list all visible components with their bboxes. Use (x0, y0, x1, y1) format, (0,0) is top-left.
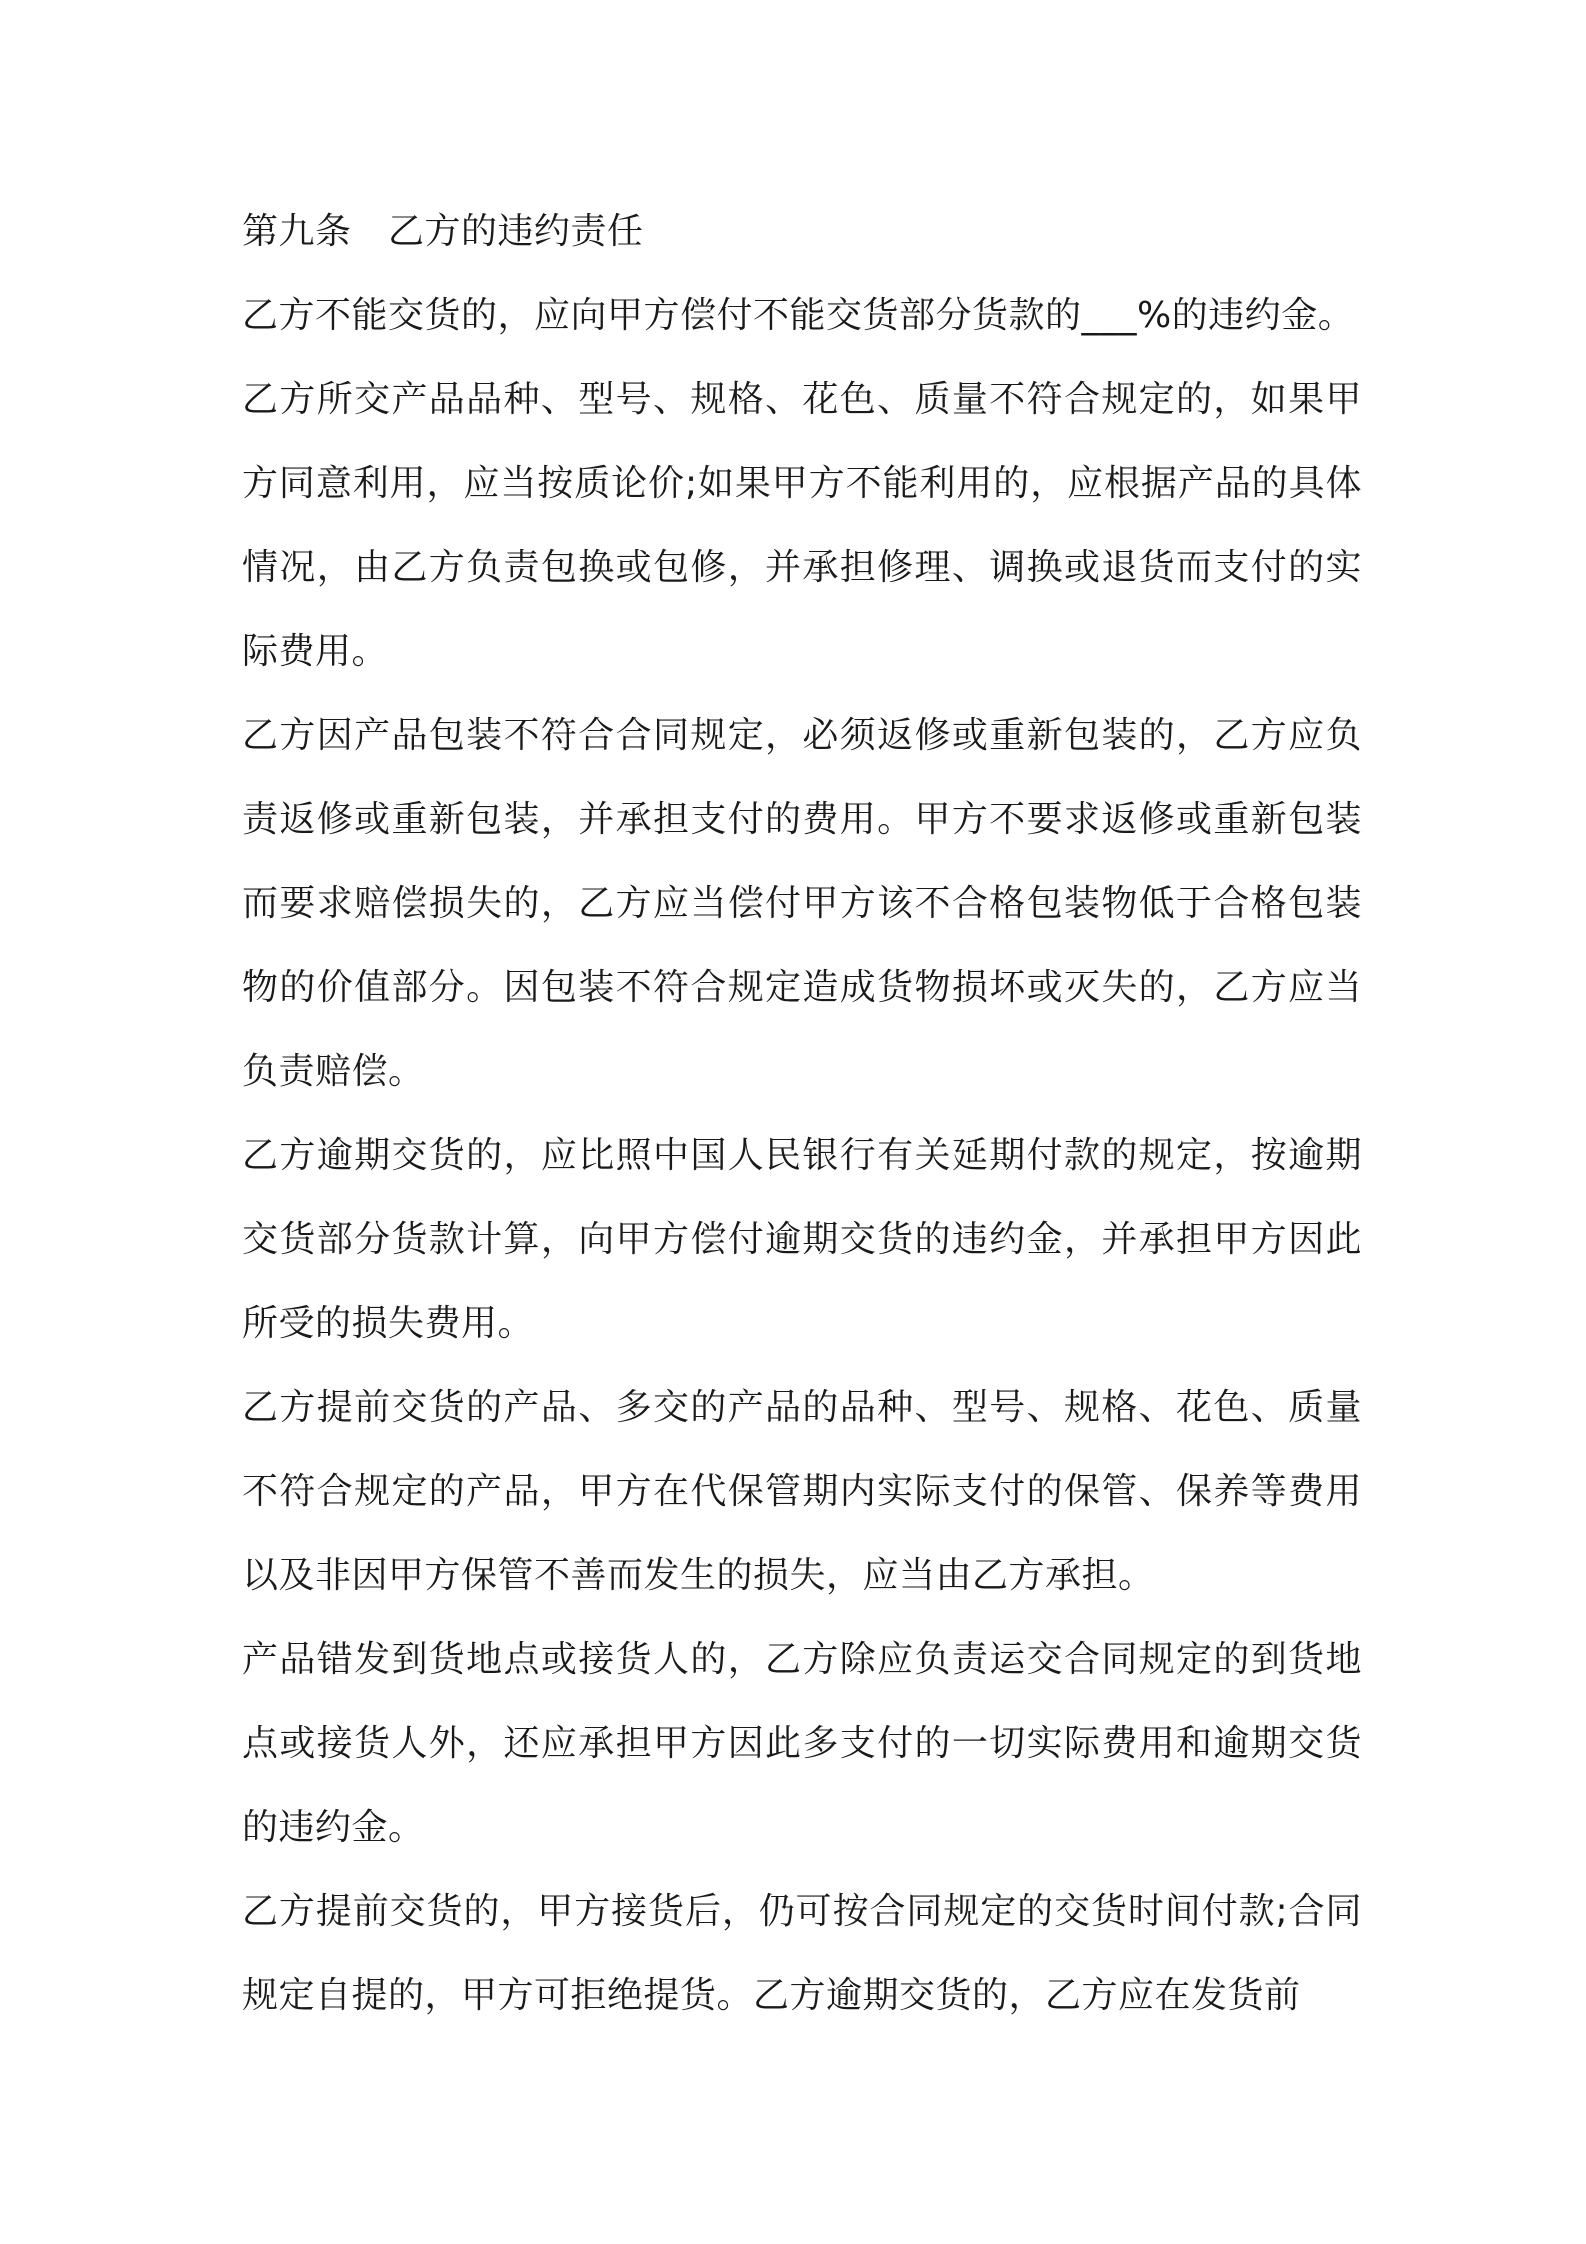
article-body (242, 190, 1362, 2038)
paragraph-non-delivery: 乙方不能交货的，应向甲方偿付不能交货部分货款的___%的违约金。 (242, 295, 1355, 336)
article-heading: 第九条 乙方的违约责任 (242, 211, 644, 252)
paragraph-wrong-destination: 产品错发到货地点或接货人的，乙方除应负责运交合同规定的到货地点或接货人外，还应承担甲方因此多支付的一切实际费用和逾期交货的违约金。 (242, 1639, 1362, 1848)
paragraph-early-excess-delivery: 乙方提前交货的产品、多交的产品的品种、型号、规格、花色、质量不符合规定的产品，甲方在代保管期内实际支付的保管、保养等费用以及非因甲方保管不善而发生的损失，应当由乙方承担。 (242, 1387, 1362, 1596)
paragraph-quality-nonconformity: 乙方所交产品品种、型号、规格、花色、质量不符合规定的，如果甲方同意利用，应当按质论价;如果甲方不能利用的，应根据产品的具体情况，由乙方负责包换或包修，并承担修理、调换或退货而支付的实际费用。 (242, 379, 1362, 672)
paragraph-early-delivery-payment: 乙方提前交货的，甲方接货后，仍可按合同规定的交货时间付款;合同规定自提的，甲方可拒绝提货。乙方逾期交货的，乙方应在发货前 (242, 1891, 1362, 2016)
paragraph-packaging: 乙方因产品包装不符合合同规定，必须返修或重新包装的，乙方应负责返修或重新包装，并承担支付的费用。甲方不要求返修或重新包装而要求赔偿损失的，乙方应当偿付甲方该不合格包装物低于合格包装物的价值部分。因包装不符合规定造成货物损坏或灭失的，乙方应当负责赔偿。 (242, 715, 1362, 1092)
paragraph-late-delivery: 乙方逾期交货的，应比照中国人民银行有关延期付款的规定，按逾期交货部分货款计算，向甲方偿付逾期交货的违约金，并承担甲方因此所受的损失费用。 (242, 1135, 1362, 1344)
